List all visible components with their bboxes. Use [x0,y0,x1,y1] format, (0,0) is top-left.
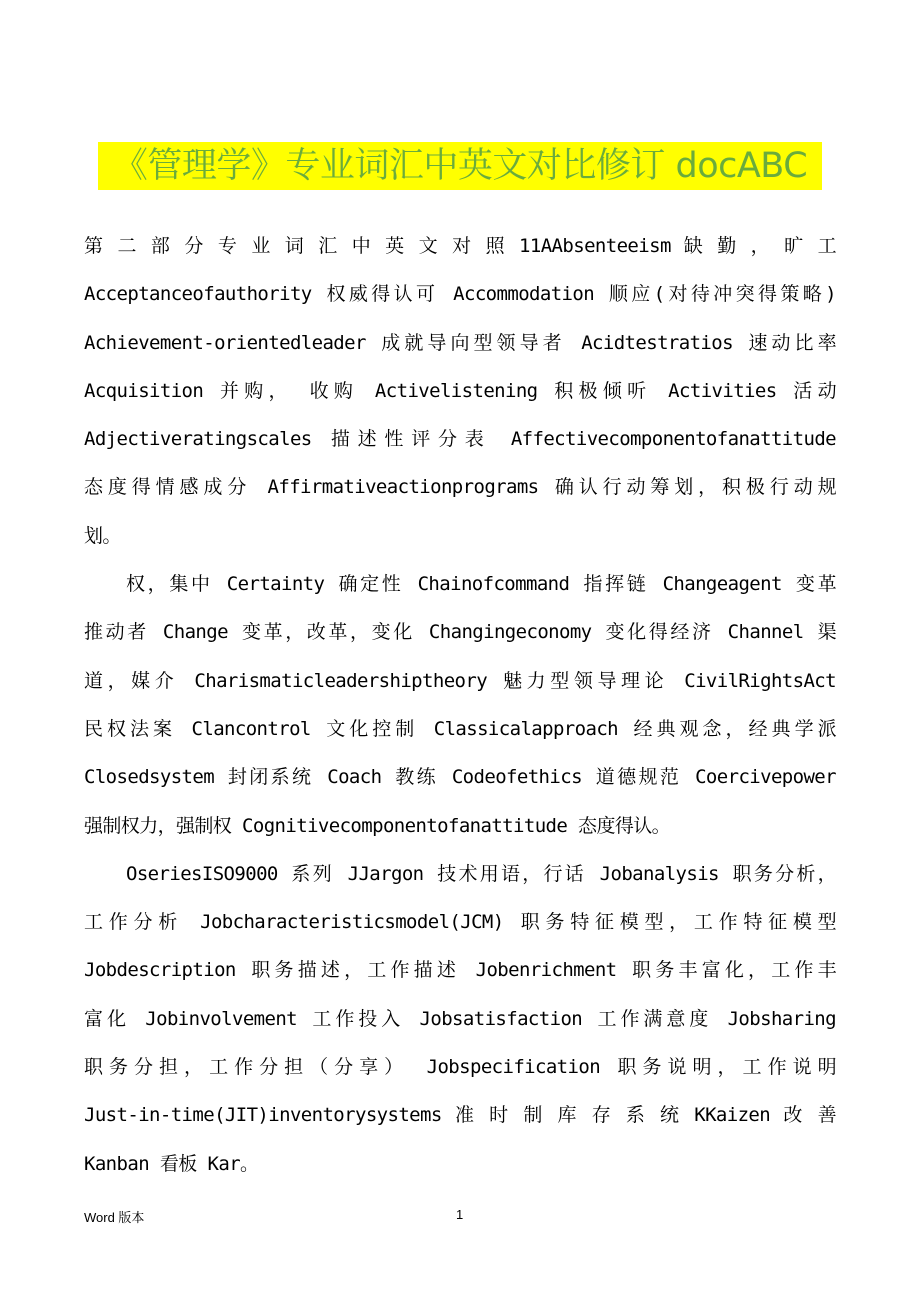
text-line: Acceptanceofauthority 权威得认可 Accommodation 顺应(对待冲突得策略) [84,283,836,306]
document-title: 《管理学》专业词汇中英文对比修订 docABC [98,142,822,190]
text-line: 第 二 部 分 专 业 词 汇 中 英 文 对 照 11AAbsenteeism 缺 勤 ， 旷 工 [84,235,836,257]
text-line: 强制权力，强制权 Cognitivecomponentofanattitude 态度得认。 [84,814,671,837]
paragraph-3 [84,850,836,1188]
text-line: Achievement-orientedleader 成就导向型领导者 Acidtestratios 速动比率 [84,331,836,354]
text-line: Closedsystem 封闭系统 Coach 教练 Codeofethics 道德规范 Coercivepower [84,766,836,789]
footer-label: Word 版本 [84,1210,145,1225]
text-line: 推动者 Change 变革，改革，变化 Changingeconomy 变化得经济 Channel 渠 [84,621,836,644]
text-line: Just-in-time(JIT)inventorysystems 准 时 制 库 存 系 统 KKaizen 改 善 [84,1104,836,1127]
text-line: Kanban 看板 Kar。 [84,1152,259,1175]
text-line: 道，媒介 Charismaticleadershiptheory 魅力型领导理论 CivilRightsAct [84,669,836,692]
document-body [84,222,836,1188]
text-line: 划。 [84,524,121,547]
text-line: Jobdescription 职务描述，工作描述 Jobenrichment 职务丰富化，工作丰 [84,959,836,982]
text-line: 职务分担，工作分担（分享） Jobspecification 职务说明，工作说明 [84,1056,836,1079]
text-line: 工作分析 Jobcharacteristicsmodel(JCM) 职务特征模型，工作特征模型 [84,911,836,934]
paragraph-2 [84,560,836,850]
text-line: 富化 Jobinvolvement 工作投入 Jobsatisfaction 工作满意度 Jobsharing [84,1007,836,1030]
text-line: Adjectiveratingscales 描述性评分表 Affectivecomponentofanattitude [84,428,836,451]
page-number: 1 [456,1207,464,1222]
text-line: 权，集中 Certainty 确定性 Chainofcommand 指挥链 Changeagent 变革 [126,573,836,596]
text-line: OseriesISO9000 系列 JJargon 技术用语，行话 Jobanalysis 职务分析， [126,862,836,885]
paragraph-1 [84,222,836,560]
text-line: Acquisition 并购， 收购 Activelistening 积极倾听 Activities 活动 [84,379,836,402]
text-line: 态度得情感成分 Affirmativeactionprograms 确认行动筹划，积极行动规 [84,476,836,499]
text-line: 民权法案 Clancontrol 文化控制 Classicalapproach 经典观念，经典学派 [84,717,836,740]
